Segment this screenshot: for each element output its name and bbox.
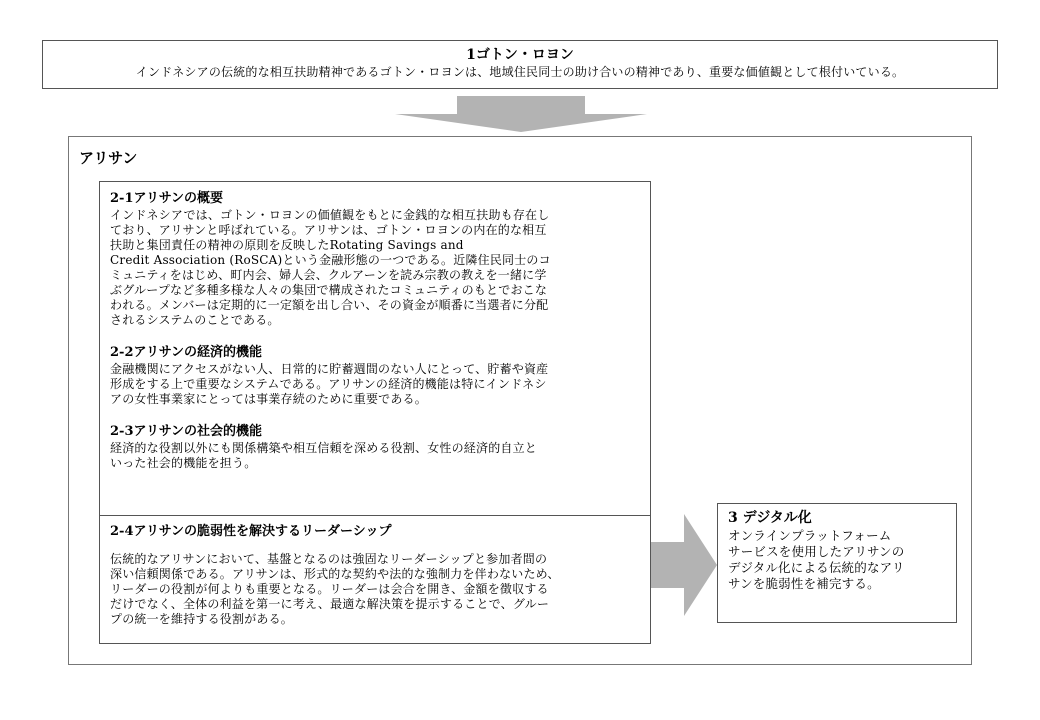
section-title: 2-3アリサンの社会的機能: [110, 424, 263, 439]
section-line: われる。メンバーは定期的に一定額を出し合い、その資金が順番に当選者に分配: [110, 298, 549, 312]
arisan-sections-box: [99, 181, 651, 521]
gotong-royong-box: [42, 40, 998, 89]
leadership-title: 2-4アリサンの脆弱性を解決するリーダーシップ: [110, 524, 392, 539]
section-line: インドネシアでは、ゴトン・ロヨンの価値観をもとに金銭的な相互扶助も存在し: [110, 208, 550, 222]
digitalization-line: オンラインプラットフォーム: [728, 528, 892, 543]
leadership-line: 伝統的なアリサンにおいて、基盤となるのは強固なリーダーシップと参加者間の: [110, 552, 548, 566]
digitalization-box: [717, 503, 957, 623]
section-line: されるシステムのことである。: [110, 313, 280, 327]
section-title: 2-2アリサンの経済的機能: [110, 345, 263, 360]
leadership-line: 深い信頼関係である。アリサンは、形式的な契約や法的な強制力を伴わないため、: [110, 567, 560, 581]
section-line: ぶグループなど多種多様な人々の集団で構成されたコミュニティのもとでおこな: [110, 283, 548, 297]
section-line: アの女性事業家にとっては事業存続のために重要である。: [110, 392, 427, 406]
leadership-box: [99, 515, 651, 644]
leadership-line: だけでなく、全体の利益を第一に考え、最適な解決策を提示することで、グルー: [110, 597, 550, 611]
gotong-royong-text: インドネシアの伝統的な相互扶助精神であるゴトン・ロヨンは、地域住民同士の助け合いの精神であり、重要な価値観として根付いている。: [135, 65, 905, 79]
section-overview: [110, 190, 640, 328]
section-title: 2-1アリサンの概要: [110, 191, 224, 206]
digitalization-title: 3 デジタル化: [728, 510, 812, 526]
section-line: 金融機関にアクセスがない人、日常的に貯蓄週間のない人にとって、貯蓄や資産: [110, 362, 549, 376]
arisan-title: アリサン: [79, 149, 138, 167]
section-line: Credit Association (RoSCA)という金融形態の一つである。近隣住民同士のコ: [110, 253, 551, 267]
section-line: 扶助と集団責任の精神の原則を反映したRotating Savings and: [110, 238, 464, 252]
leadership-line: プの統一を維持する役割がある。: [110, 612, 294, 626]
digitalization-line: サービスを使用したアリサンの: [728, 544, 905, 559]
section-line: ており、アリサンと呼ばれている。アリサンは、ゴトン・ロヨンの内在的な相互: [110, 223, 547, 237]
down-arrow-icon: [395, 96, 647, 132]
section-economic-function: [110, 344, 640, 407]
section-line: 経済的な役割以外にも関係構築や相互信頼を深める役割、女性の経済的自立と: [110, 441, 538, 455]
right-arrow-icon: [651, 514, 717, 616]
section-line: いった社会的機能を担う。: [110, 456, 257, 470]
leadership-line: リーダーの役割が何よりも重要となる。リーダーは会合を開き、金額を徴収する: [110, 582, 549, 596]
digitalization-line: デジタル化による伝統的なアリ: [728, 560, 905, 575]
digitalization-line: サンを脆弱性を補完する。: [728, 576, 880, 591]
section-social-function: [110, 423, 640, 471]
section-line: ミュニティをはじめ、町内会、婦人会、クルアーンを読み宗教の教えを一緒に学: [110, 268, 547, 282]
gotong-royong-title: 1ゴトン・ロヨン: [466, 47, 574, 63]
section-line: 形成をする上で重要なシステムである。アリサンの経済的機能は特にインドネシ: [110, 377, 547, 391]
